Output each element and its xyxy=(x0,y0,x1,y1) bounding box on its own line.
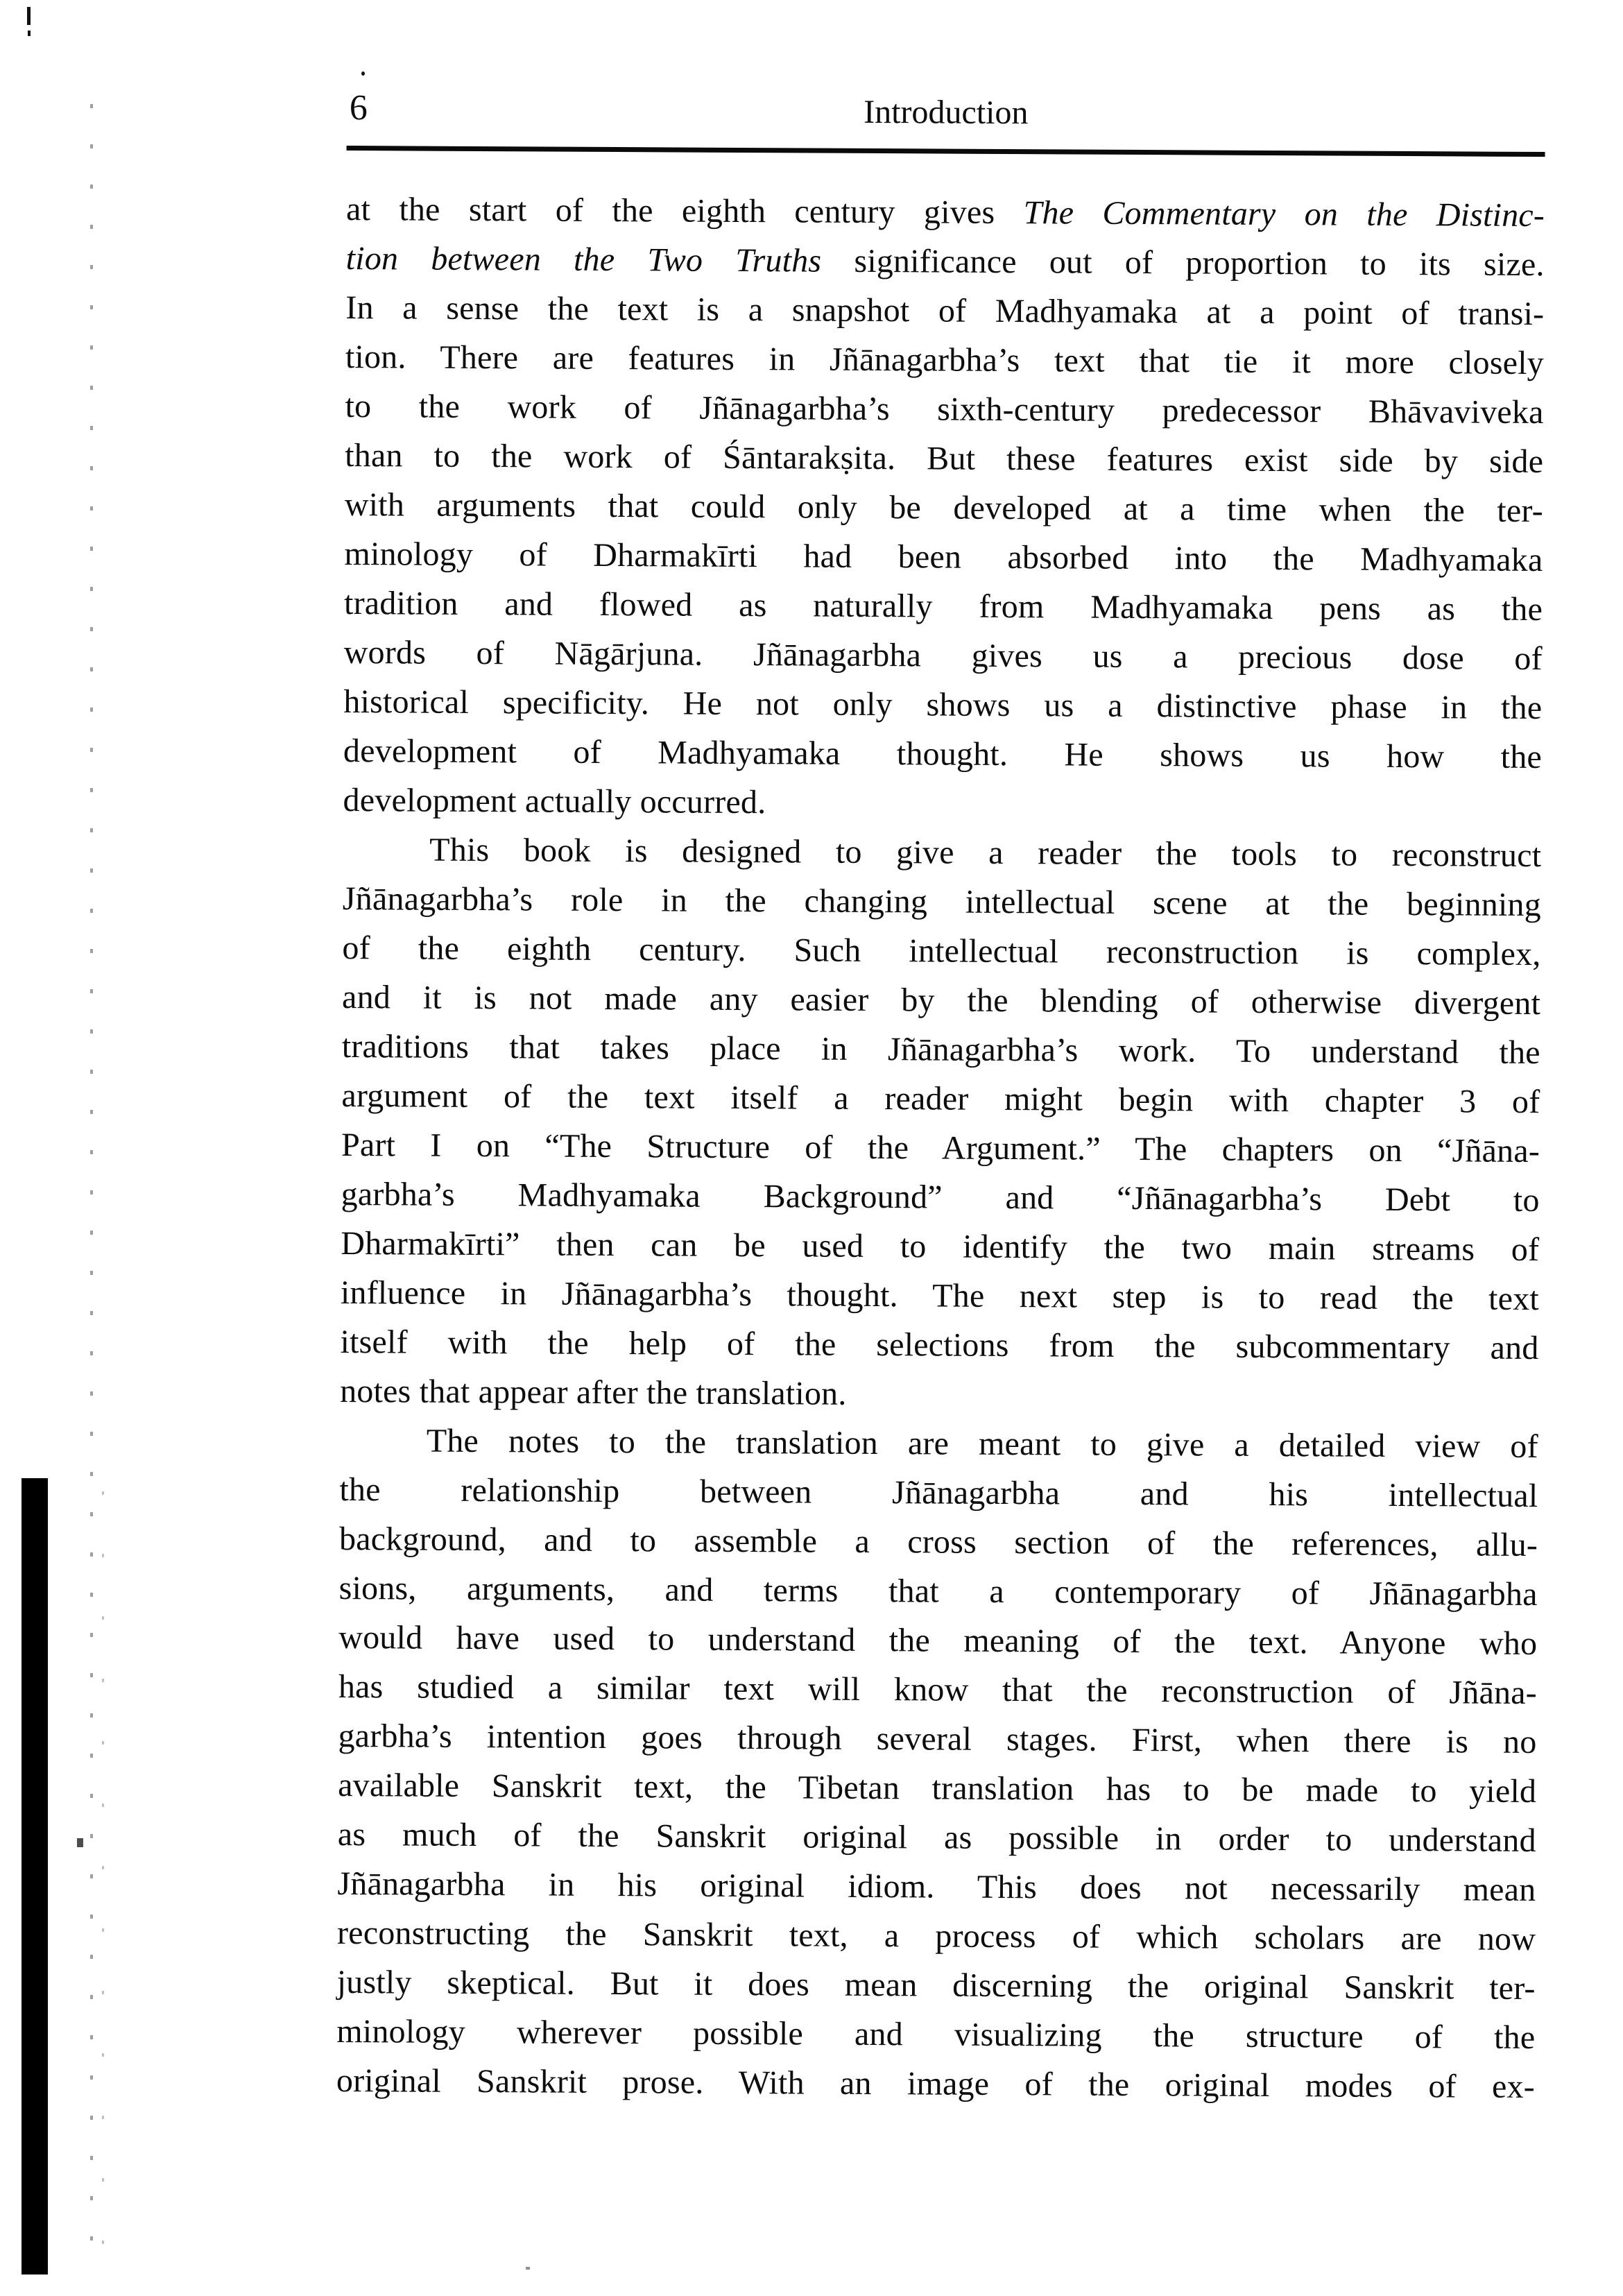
text-line xyxy=(340,1317,1538,1373)
text-segment: sions, arguments, and terms that a contemporary of Jñānagarbha xyxy=(338,1569,1538,1613)
text-segment: as much of the Sanskrit original as possible in order to understand xyxy=(337,1815,1536,1860)
page-body xyxy=(336,185,1545,2111)
text-line xyxy=(340,1367,1538,1422)
text-segment: background, and to assemble a cross section of the references, allu- xyxy=(338,1520,1538,1564)
text-line xyxy=(341,1071,1540,1126)
text-line xyxy=(346,185,1545,240)
scan-artifact-speck xyxy=(28,31,31,36)
text-line xyxy=(336,2007,1535,2062)
text-segment: reconstructing the Sanskrit text, a process of which scholars are now xyxy=(336,1914,1536,1958)
text-segment: itself with the help of the selections from the subcommentary and xyxy=(340,1323,1539,1367)
text-segment: minology of Dharmakīrti had been absorbed into the Madhyamaka xyxy=(344,535,1543,579)
text-line xyxy=(338,1613,1537,1668)
text-line xyxy=(344,579,1543,634)
text-segment: tion. There are features in Jñānagarbha’s text that tie it more closely xyxy=(345,338,1545,382)
page-number: 6 xyxy=(349,88,368,128)
text-segment: than to the work of Śāntarakṣita. But these features exist side by side xyxy=(345,436,1544,481)
text-line xyxy=(341,1120,1540,1176)
text-segment: original Sanskrit prose. With an image of the original modes of ex- xyxy=(336,2062,1536,2106)
text-line xyxy=(341,1170,1539,1225)
text-segment: Part I on “The Structure of the Argument.” The chapters on “Jñāna- xyxy=(341,1126,1540,1170)
text-segment: Dharmakīrti” then can be used to identify the two main streams of xyxy=(341,1224,1540,1269)
text-line xyxy=(338,1563,1537,1619)
text-line xyxy=(346,234,1545,289)
text-segment: words of Nāgārjuna. Jñānagarbha gives us a precious dose of xyxy=(343,633,1543,678)
text-segment: historical specificity. He not only shows us a distinctive phase in the xyxy=(343,683,1543,727)
text-line xyxy=(337,1957,1536,2013)
text-segment: Jñānagarbha’s role in the changing intellectual scene at the beginning xyxy=(342,880,1542,924)
text-segment: argument of the text itself a reader might begin with chapter 3 of xyxy=(341,1077,1540,1121)
text-line xyxy=(343,825,1541,880)
text-line xyxy=(342,923,1540,979)
text-segment: traditions that takes place in Jñānagarbha’s work. To understand the xyxy=(341,1027,1540,1072)
text-line xyxy=(341,1268,1539,1323)
text-segment: with arguments that could only be developed at a time when the ter- xyxy=(344,486,1543,530)
text-segment: garbha’s intention goes through several stages. First, when there is no xyxy=(338,1717,1537,1761)
text-line xyxy=(336,2056,1535,2111)
text-segment: minology wherever possible and visualizing the structure of the xyxy=(336,2012,1536,2057)
text-line xyxy=(342,973,1540,1028)
scan-artifact-speck xyxy=(526,2267,530,2270)
text-line xyxy=(338,1760,1536,1816)
page-content xyxy=(336,89,1545,2111)
text-segment: The notes to the translation are meant to give a detailed view of xyxy=(426,1422,1538,1466)
text-segment: justly skeptical. But it does mean discerning the original Sanskrit ter- xyxy=(336,1963,1536,2007)
text-line xyxy=(338,1662,1537,1717)
text-segment: would have used to understand the meaning of the text. Anyone who xyxy=(338,1618,1538,1663)
text-segment: Jñānagarbha in his original idiom. This does not necessarily mean xyxy=(337,1865,1536,1909)
text-line xyxy=(337,1859,1536,1914)
text-segment: tradition and flowed as naturally from Madhyamaka pens as the xyxy=(343,584,1543,628)
scan-artifact-dotted-line xyxy=(90,104,93,2275)
text-line xyxy=(343,776,1541,831)
scan-artifact-dotted-line xyxy=(102,1491,104,2254)
scan-artifact-speck xyxy=(77,1838,83,1847)
text-line xyxy=(337,1908,1536,1964)
text-line xyxy=(343,726,1542,782)
text-segment: the relationship between Jñānagarbha and his intellectual xyxy=(339,1471,1538,1515)
text-segment: In a sense the text is a snapshot of Madhyamaka at a point of transi- xyxy=(345,289,1545,333)
text-segment: tion between the Two Truths xyxy=(345,239,822,280)
text-segment: at the start of the eighth century gives xyxy=(345,190,1024,232)
text-line xyxy=(345,480,1543,536)
text-segment: has studied a similar text will know that the reconstruction of Jñāna- xyxy=(338,1668,1538,1712)
text-segment: influence in Jñānagarbha’s thought. The next step is to read the text xyxy=(340,1274,1540,1318)
text-line xyxy=(339,1465,1538,1520)
text-segment: available Sanskrit text, the Tibetan translation has to be made to yield xyxy=(338,1766,1537,1810)
text-line xyxy=(345,283,1544,339)
text-line xyxy=(343,874,1541,929)
text-line xyxy=(338,1711,1536,1767)
text-line xyxy=(344,628,1543,683)
text-line xyxy=(345,431,1543,486)
running-head-title: Introduction xyxy=(864,93,1029,132)
scan-artifact-black-bar xyxy=(22,1478,48,2274)
text-segment: development actually occurred. xyxy=(343,781,766,821)
scan-artifact-speck xyxy=(27,7,31,25)
text-line xyxy=(340,1416,1538,1471)
text-segment: development of Madhyamaka thought. He shows us how the xyxy=(343,732,1543,776)
text-segment: This book is designed to give a reader the tools to reconstruct xyxy=(429,831,1542,875)
text-segment: notes that appear after the translation. xyxy=(340,1372,847,1412)
text-line xyxy=(338,1810,1536,1865)
text-segment: The Commentary on the Distinc- xyxy=(1023,194,1545,234)
text-segment: and it is not made any easier by the blending of otherwise divergent xyxy=(342,978,1541,1022)
text-line xyxy=(345,332,1544,388)
text-segment: to the work of Jñānagarbha’s sixth-century predecessor Bhāvaviveka xyxy=(345,387,1544,431)
text-line xyxy=(345,382,1543,437)
text-segment: garbha’s Madhyamaka Background” and “Jñānagarbha’s Debt to xyxy=(341,1175,1540,1219)
text-segment: of the eighth century. Such intellectual reconstruction is complex, xyxy=(342,929,1541,973)
text-segment: significance out of proportion to its size. xyxy=(821,242,1545,284)
text-line xyxy=(344,529,1543,585)
text-line xyxy=(339,1514,1538,1570)
text-line xyxy=(342,1022,1540,1077)
text-line xyxy=(343,677,1542,733)
text-line xyxy=(341,1219,1539,1274)
page-header xyxy=(347,89,1545,152)
scan-artifact-speck xyxy=(361,71,365,76)
